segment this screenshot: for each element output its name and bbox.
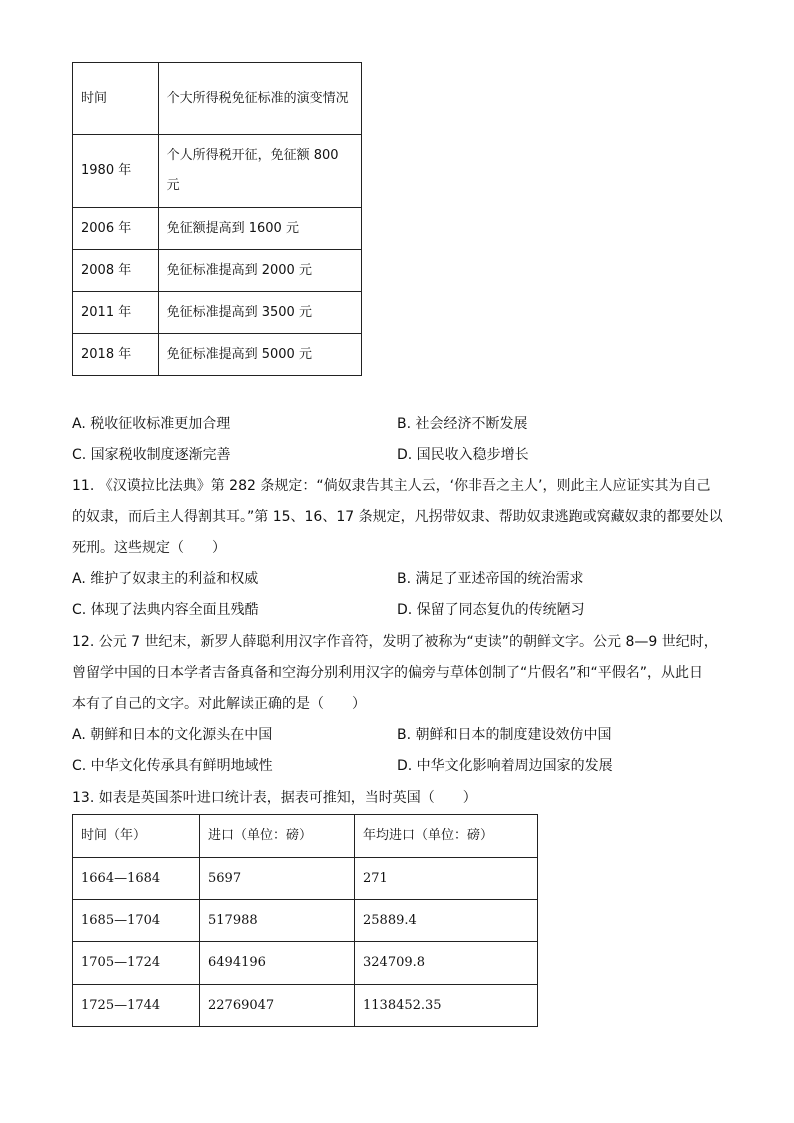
table-cell: 时间（年） <box>73 815 200 858</box>
table-cell: 个人所得税开征，免征额 800 元 <box>158 135 361 208</box>
q12-stem-line: 曾留学中国的日本学者吉备真备和空海分别利用汉字的偏旁与草体创制了“片假名”和“平假名”，从此日 <box>72 665 704 681</box>
table-row <box>73 208 362 250</box>
q11-option-b: B. 满足了亚述帝国的统治需求 <box>397 571 584 587</box>
q11-option-d: D. 保留了同态复仇的传统陋习 <box>397 602 585 618</box>
q10-option-d: D. 国民收入稳步增长 <box>397 447 529 463</box>
table-cell: 22769047 <box>200 985 355 1027</box>
table-cell: 1685—1704 <box>73 900 200 942</box>
table-cell: 进口（单位：磅） <box>200 815 355 858</box>
q12-stem-line: 12. 公元 7 世纪末，新罗人薛聪利用汉字作音符，发明了被称为“吏读”的朝鲜文字。公元 8—9 世纪时， <box>72 634 718 650</box>
table-row <box>73 250 362 292</box>
q10-option-c: C. 国家税收制度逐渐完善 <box>72 447 231 463</box>
table-header-row <box>73 815 538 858</box>
table-row <box>73 334 362 376</box>
table-cell: 1725—1744 <box>73 985 200 1027</box>
q11-option-c: C. 体现了法典内容全面且残酷 <box>72 602 259 618</box>
table-cell: 2018 年 <box>73 334 159 376</box>
q11-option-a: A. 维护了奴隶主的利益和权威 <box>72 571 259 587</box>
table-cell: 免征标准提高到 5000 元 <box>158 334 361 376</box>
table-row <box>73 900 538 942</box>
table-cell: 517988 <box>200 900 355 942</box>
q10-option-a: A. 税收征收标准更加合理 <box>72 416 231 432</box>
q12-stem-line: 本有了自己的文字。对此解读正确的是（ ） <box>72 696 366 712</box>
q12-option-b: B. 朝鲜和日本的制度建设效仿中国 <box>397 727 612 743</box>
q12-option-c: C. 中华文化传承具有鲜明地域性 <box>72 758 273 774</box>
tax-exemption-table <box>72 62 362 376</box>
table-cell: 6494196 <box>200 942 355 985</box>
table-cell: 时间 <box>73 63 159 135</box>
q11-stem-line: 的奴隶，而后主人得割其耳。”第 15、16、17 条规定，凡拐带奴隶、帮助奴隶逃跑或窝藏奴隶的都要处以 <box>72 509 723 525</box>
table-cell: 324709.8 <box>355 942 538 985</box>
table-cell: 1664—1684 <box>73 858 200 900</box>
table-cell: 免征标准提高到 3500 元 <box>158 292 361 334</box>
table-row <box>73 292 362 334</box>
table-cell: 2006 年 <box>73 208 159 250</box>
table-cell: 2011 年 <box>73 292 159 334</box>
tea-import-table <box>72 814 538 1027</box>
table-row <box>73 858 538 900</box>
table-cell: 免征额提高到 1600 元 <box>158 208 361 250</box>
table-cell: 2008 年 <box>73 250 159 292</box>
table-row <box>73 985 538 1027</box>
table-cell: 5697 <box>200 858 355 900</box>
table-row <box>73 135 362 208</box>
table-header-row <box>73 63 362 135</box>
table-cell: 个大所得税免征标准的演变情况 <box>158 63 361 135</box>
table-cell: 1980 年 <box>73 135 159 208</box>
table-cell: 25889.4 <box>355 900 538 942</box>
q13-stem: 13. 如表是英国茶叶进口统计表，据表可推知，当时英国（ ） <box>72 790 477 806</box>
table-cell: 1138452.35 <box>355 985 538 1027</box>
q11-stem-line: 11. 《汉谟拉比法典》第 282 条规定：“倘奴隶告其主人云，‘你非吾之主人’，则此主人应证实其为自己 <box>72 478 711 494</box>
table-row <box>73 942 538 985</box>
q10-option-b: B. 社会经济不断发展 <box>397 416 528 432</box>
table-cell: 1705—1724 <box>73 942 200 985</box>
q11-stem-line: 死刑。这些规定（ ） <box>72 540 226 556</box>
table-cell: 免征标准提高到 2000 元 <box>158 250 361 292</box>
q12-option-a: A. 朝鲜和日本的文化源头在中国 <box>72 727 273 743</box>
table-cell: 年均进口（单位：磅） <box>355 815 538 858</box>
q12-option-d: D. 中华文化影响着周边国家的发展 <box>397 758 613 774</box>
table-cell: 271 <box>355 858 538 900</box>
